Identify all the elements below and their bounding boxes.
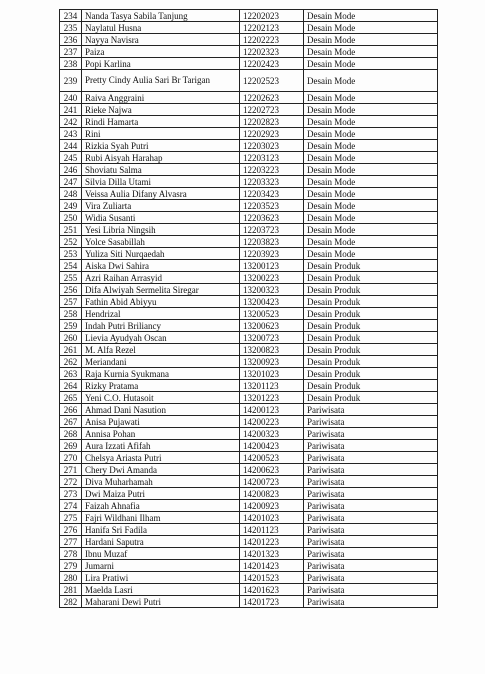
student-name: Difa Alwiyah Sermelita Siregar (82, 284, 240, 296)
student-name: Lievia Ayudyah Oscan (82, 332, 240, 344)
study-program: Desain Mode (304, 212, 438, 224)
row-number: 274 (60, 500, 82, 512)
row-number: 265 (60, 392, 82, 404)
student-name: M. Alfa Rezel (82, 344, 240, 356)
student-name: Meriandani (82, 356, 240, 368)
table-row (60, 92, 438, 104)
row-number: 281 (60, 584, 82, 596)
table-row (60, 320, 438, 332)
student-id: 14200223 (240, 416, 304, 428)
row-number: 262 (60, 356, 82, 368)
table-row (60, 404, 438, 416)
student-id: 12202523 (240, 70, 304, 92)
student-id: 14200423 (240, 440, 304, 452)
student-name: Nanda Tasya Sabila Tanjung (82, 10, 240, 22)
student-name: Chelsya Ariasta Putri (82, 452, 240, 464)
study-program: Desain Mode (304, 92, 438, 104)
study-program: Desain Produk (304, 260, 438, 272)
row-number: 237 (60, 46, 82, 58)
table-row (60, 476, 438, 488)
study-program: Desain Mode (304, 236, 438, 248)
student-id: 14201023 (240, 512, 304, 524)
study-program: Pariwisata (304, 416, 438, 428)
study-program: Desain Mode (304, 10, 438, 22)
student-id: 14201323 (240, 548, 304, 560)
student-name: Rindi Hamarta (82, 116, 240, 128)
row-number: 247 (60, 176, 82, 188)
table-row (60, 308, 438, 320)
student-name: Silvia Dilla Utami (82, 176, 240, 188)
table-row (60, 46, 438, 58)
student-id: 12202223 (240, 34, 304, 46)
row-number: 260 (60, 332, 82, 344)
study-program: Pariwisata (304, 476, 438, 488)
student-name: Widia Susanti (82, 212, 240, 224)
table-row (60, 488, 438, 500)
student-name: Indah Putri Briliancy (82, 320, 240, 332)
study-program: Desain Produk (304, 380, 438, 392)
study-program: Pariwisata (304, 584, 438, 596)
study-program: Desain Mode (304, 58, 438, 70)
student-name: Hardani Saputra (82, 536, 240, 548)
table-row (60, 140, 438, 152)
row-number: 251 (60, 224, 82, 236)
student-name: Aiska Dwi Sahira (82, 260, 240, 272)
study-program: Desain Mode (304, 248, 438, 260)
study-program: Pariwisata (304, 488, 438, 500)
student-name: Yesi Libria Ningsih (82, 224, 240, 236)
table-row (60, 452, 438, 464)
row-number: 273 (60, 488, 82, 500)
row-number: 280 (60, 572, 82, 584)
student-name: Chery Dwi Amanda (82, 464, 240, 476)
student-id: 13200523 (240, 308, 304, 320)
student-id: 13200723 (240, 332, 304, 344)
study-program: Desain Produk (304, 272, 438, 284)
study-program: Desain Produk (304, 320, 438, 332)
table-row (60, 34, 438, 46)
table-row (60, 188, 438, 200)
student-table-body (60, 10, 438, 608)
row-number: 259 (60, 320, 82, 332)
study-program: Desain Mode (304, 224, 438, 236)
study-program: Desain Produk (304, 368, 438, 380)
student-id: 12202123 (240, 22, 304, 34)
student-name: Veissa Aulia Difany Alvasra (82, 188, 240, 200)
row-number: 267 (60, 416, 82, 428)
study-program: Desain Mode (304, 176, 438, 188)
student-id: 14201523 (240, 572, 304, 584)
study-program: Desain Produk (304, 332, 438, 344)
row-number: 255 (60, 272, 82, 284)
table-row (60, 368, 438, 380)
student-id: 14201223 (240, 536, 304, 548)
student-id: 12202923 (240, 128, 304, 140)
student-name: Rizkia Syah Putri (82, 140, 240, 152)
student-id: 12202323 (240, 46, 304, 58)
table-row (60, 248, 438, 260)
table-row (60, 572, 438, 584)
student-name: Fathin Abid Abiyyu (82, 296, 240, 308)
table-row (60, 224, 438, 236)
row-number: 254 (60, 260, 82, 272)
student-name: Ahmad Dani Nasution (82, 404, 240, 416)
table-row (60, 176, 438, 188)
row-number: 235 (60, 22, 82, 34)
table-row (60, 236, 438, 248)
study-program: Desain Mode (304, 46, 438, 58)
table-row (60, 212, 438, 224)
student-name: Aura Izzati Afifah (82, 440, 240, 452)
row-number: 248 (60, 188, 82, 200)
study-program: Pariwisata (304, 548, 438, 560)
row-number: 256 (60, 284, 82, 296)
student-name: Faizah Ahnafia (82, 500, 240, 512)
table-row (60, 536, 438, 548)
student-id: 13200323 (240, 284, 304, 296)
study-program: Pariwisata (304, 512, 438, 524)
student-id: 14200923 (240, 500, 304, 512)
student-id: 12202023 (240, 10, 304, 22)
student-id: 12202823 (240, 116, 304, 128)
student-name: Shoviatu Salma (82, 164, 240, 176)
study-program: Desain Mode (304, 140, 438, 152)
row-number: 252 (60, 236, 82, 248)
row-number: 244 (60, 140, 82, 152)
table-row (60, 164, 438, 176)
study-program: Desain Mode (304, 188, 438, 200)
student-id: 12203323 (240, 176, 304, 188)
student-name: Rieke Najwa (82, 104, 240, 116)
student-id: 13200123 (240, 260, 304, 272)
student-id: 14200723 (240, 476, 304, 488)
table-row (60, 58, 438, 70)
row-number: 234 (60, 10, 82, 22)
row-number: 277 (60, 536, 82, 548)
table-row (60, 464, 438, 476)
student-id: 13200423 (240, 296, 304, 308)
student-id: 13200223 (240, 272, 304, 284)
table-row (60, 440, 438, 452)
student-name: Yeni C.O. Hutasoit (82, 392, 240, 404)
row-number: 276 (60, 524, 82, 536)
row-number: 253 (60, 248, 82, 260)
student-id: 14201723 (240, 596, 304, 608)
table-row (60, 416, 438, 428)
student-name: Naylatul Husna (82, 22, 240, 34)
table-row (60, 128, 438, 140)
row-number: 245 (60, 152, 82, 164)
study-program: Pariwisata (304, 404, 438, 416)
study-program: Desain Mode (304, 128, 438, 140)
student-table (59, 9, 438, 608)
student-id: 12203923 (240, 248, 304, 260)
student-name: Ibnu Muzaf (82, 548, 240, 560)
row-number: 270 (60, 452, 82, 464)
student-name: Diva Muharhamah (82, 476, 240, 488)
study-program: Pariwisata (304, 536, 438, 548)
student-name: Annisa Pohan (82, 428, 240, 440)
student-name: Yolce Sasabillah (82, 236, 240, 248)
table-row (60, 392, 438, 404)
student-name: Dwi Maiza Putri (82, 488, 240, 500)
row-number: 258 (60, 308, 82, 320)
row-number: 279 (60, 560, 82, 572)
student-id: 13200823 (240, 344, 304, 356)
student-name: Jumarni (82, 560, 240, 572)
study-program: Desain Mode (304, 200, 438, 212)
student-name: Hendrizal (82, 308, 240, 320)
student-name: Yuliza Siti Nurqaedah (82, 248, 240, 260)
student-name: Lira Pratiwi (82, 572, 240, 584)
student-id: 12202723 (240, 104, 304, 116)
student-name: Popi Karlina (82, 58, 240, 70)
student-id: 13200923 (240, 356, 304, 368)
table-row (60, 104, 438, 116)
study-program: Pariwisata (304, 452, 438, 464)
study-program: Pariwisata (304, 524, 438, 536)
study-program: Desain Mode (304, 152, 438, 164)
row-number: 264 (60, 380, 82, 392)
table-row (60, 500, 438, 512)
student-id: 14201423 (240, 560, 304, 572)
study-program: Desain Mode (304, 22, 438, 34)
row-number: 239 (60, 70, 82, 92)
table-row (60, 596, 438, 608)
table-row (60, 10, 438, 22)
table-row (60, 428, 438, 440)
student-name: Raiva Anggraini (82, 92, 240, 104)
row-number: 236 (60, 34, 82, 46)
study-program: Desain Produk (304, 392, 438, 404)
student-name: Pretty Cindy Aulia Sari Br Tarigan (82, 70, 240, 92)
study-program: Desain Produk (304, 308, 438, 320)
student-name: Vira Zuliarta (82, 200, 240, 212)
table-row (60, 116, 438, 128)
student-id: 13201123 (240, 380, 304, 392)
student-id: 12203823 (240, 236, 304, 248)
student-name: Rubi Aisyah Harahap (82, 152, 240, 164)
table-row (60, 512, 438, 524)
table-row (60, 380, 438, 392)
student-id: 12202423 (240, 58, 304, 70)
table-row (60, 284, 438, 296)
row-number: 269 (60, 440, 82, 452)
student-id: 14201623 (240, 584, 304, 596)
student-id: 14200623 (240, 464, 304, 476)
row-number: 250 (60, 212, 82, 224)
table-row (60, 200, 438, 212)
row-number: 240 (60, 92, 82, 104)
study-program: Desain Mode (304, 70, 438, 92)
row-number: 242 (60, 116, 82, 128)
row-number: 249 (60, 200, 82, 212)
table-row (60, 272, 438, 284)
row-number: 261 (60, 344, 82, 356)
table-row (60, 548, 438, 560)
student-id: 14201123 (240, 524, 304, 536)
row-number: 257 (60, 296, 82, 308)
study-program: Desain Mode (304, 116, 438, 128)
student-id: 12203723 (240, 224, 304, 236)
table-row (60, 296, 438, 308)
study-program: Desain Produk (304, 284, 438, 296)
study-program: Pariwisata (304, 440, 438, 452)
table-row (60, 344, 438, 356)
row-number: 241 (60, 104, 82, 116)
student-id: 12203123 (240, 152, 304, 164)
student-name: Anisa Pujawati (82, 416, 240, 428)
study-program: Pariwisata (304, 596, 438, 608)
row-number: 246 (60, 164, 82, 176)
student-name: Maelda Lasri (82, 584, 240, 596)
student-name: Raja Kurnia Syukmana (82, 368, 240, 380)
table-row (60, 356, 438, 368)
student-id: 12203623 (240, 212, 304, 224)
table-row (60, 22, 438, 34)
table-row (60, 152, 438, 164)
study-program: Desain Produk (304, 296, 438, 308)
student-id: 12203423 (240, 188, 304, 200)
student-id: 14200823 (240, 488, 304, 500)
table-row (60, 560, 438, 572)
student-id: 14200523 (240, 452, 304, 464)
student-name: Rini (82, 128, 240, 140)
study-program: Desain Mode (304, 34, 438, 46)
student-id: 12203223 (240, 164, 304, 176)
student-id: 14200323 (240, 428, 304, 440)
table-row (60, 524, 438, 536)
table-row (60, 70, 438, 92)
student-id: 14200123 (240, 404, 304, 416)
row-number: 272 (60, 476, 82, 488)
study-program: Desain Produk (304, 356, 438, 368)
study-program: Desain Mode (304, 164, 438, 176)
student-id: 13201023 (240, 368, 304, 380)
row-number: 282 (60, 596, 82, 608)
student-name: Fajri Wildhani Ilham (82, 512, 240, 524)
study-program: Pariwisata (304, 500, 438, 512)
study-program: Pariwisata (304, 428, 438, 440)
table-row (60, 260, 438, 272)
study-program: Pariwisata (304, 560, 438, 572)
study-program: Pariwisata (304, 572, 438, 584)
row-number: 243 (60, 128, 82, 140)
student-name: Maharani Dewi Putri (82, 596, 240, 608)
student-id: 12203023 (240, 140, 304, 152)
study-program: Pariwisata (304, 464, 438, 476)
study-program: Desain Mode (304, 104, 438, 116)
table-row (60, 332, 438, 344)
row-number: 278 (60, 548, 82, 560)
study-program: Desain Produk (304, 344, 438, 356)
row-number: 238 (60, 58, 82, 70)
student-id: 13201223 (240, 392, 304, 404)
row-number: 266 (60, 404, 82, 416)
student-name: Azri Raihan Arrasyid (82, 272, 240, 284)
student-id: 12202623 (240, 92, 304, 104)
student-name: Paiza (82, 46, 240, 58)
row-number: 275 (60, 512, 82, 524)
student-id: 12203523 (240, 200, 304, 212)
student-name: Hanifa Sri Fadila (82, 524, 240, 536)
student-name: Nayya Navisra (82, 34, 240, 46)
student-id: 13200623 (240, 320, 304, 332)
student-name: Rizky Pratama (82, 380, 240, 392)
row-number: 268 (60, 428, 82, 440)
row-number: 271 (60, 464, 82, 476)
row-number: 263 (60, 368, 82, 380)
table-row (60, 584, 438, 596)
